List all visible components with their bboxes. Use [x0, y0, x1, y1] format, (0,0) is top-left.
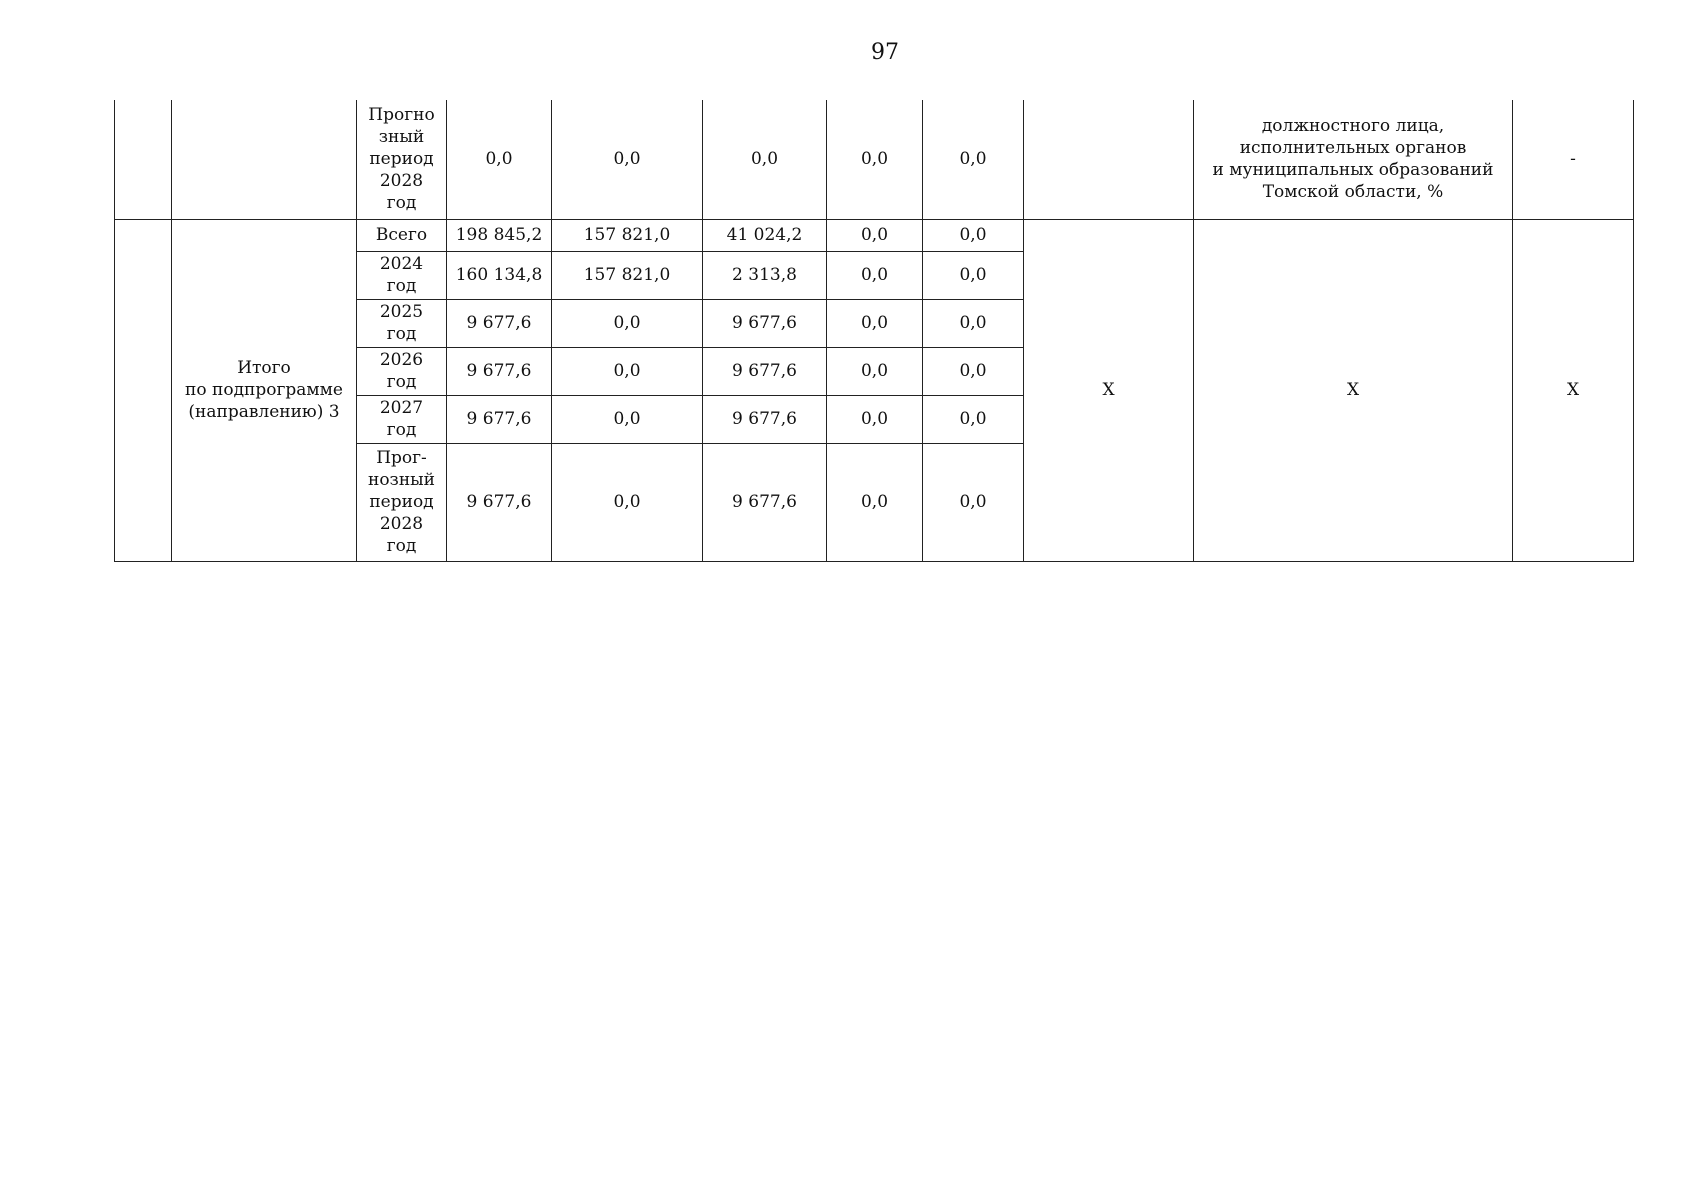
cell-total: 160 134,8 — [447, 251, 552, 299]
cell-regional: 41 024,2 — [703, 219, 827, 251]
cell-total: 198 845,2 — [447, 219, 552, 251]
cell-total: 9 677,6 — [447, 347, 552, 395]
cell-local: 0,0 — [827, 395, 923, 443]
subprogram-total-label: Итого по подпрограмме (направлению) 3 — [172, 219, 357, 561]
cell-other: 0,0 — [923, 219, 1024, 251]
cell-other: 0,0 — [923, 299, 1024, 347]
cell-regional: 0,0 — [703, 100, 827, 219]
cell-other: 0,0 — [923, 443, 1024, 561]
table-row-continuation — [115, 100, 1634, 219]
cell-local: 0,0 — [827, 100, 923, 219]
cell-local: 0,0 — [827, 251, 923, 299]
cell-period: 2026 год — [357, 347, 447, 395]
cell-executor — [1024, 100, 1194, 219]
cell-period: Всего — [357, 219, 447, 251]
table-row-total — [115, 219, 1634, 251]
cell-number — [115, 100, 172, 219]
cell-regional: 2 313,8 — [703, 251, 827, 299]
cell-local: 0,0 — [827, 443, 923, 561]
cell-federal: 0,0 — [552, 299, 703, 347]
cell-other: 0,0 — [923, 347, 1024, 395]
cell-federal: 0,0 — [552, 395, 703, 443]
cell-name — [172, 100, 357, 219]
cell-total: 9 677,6 — [447, 395, 552, 443]
cell-other: 0,0 — [923, 100, 1024, 219]
cell-federal: 157 821,0 — [552, 219, 703, 251]
cell-total: 9 677,6 — [447, 443, 552, 561]
page-number: 97 — [871, 40, 899, 65]
cell-federal: 0,0 — [552, 347, 703, 395]
budget-table — [114, 100, 1634, 562]
cell-local: 0,0 — [827, 299, 923, 347]
cell-period: 2027 год — [357, 395, 447, 443]
cell-total: 0,0 — [447, 100, 552, 219]
cell-regional: 9 677,6 — [703, 299, 827, 347]
cell-regional: 9 677,6 — [703, 395, 827, 443]
cell-other: 0,0 — [923, 395, 1024, 443]
cell-other: 0,0 — [923, 251, 1024, 299]
cell-federal: 0,0 — [552, 100, 703, 219]
x-mark-indicator: Х — [1194, 219, 1513, 561]
cell-indicator: должностного лица, исполнительных органов и муниципальных образований Томской области, % — [1194, 100, 1513, 219]
cell-period: Прогно зный период 2028 год — [357, 100, 447, 219]
cell-target: - — [1513, 100, 1634, 219]
cell-local: 0,0 — [827, 219, 923, 251]
cell-period: 2024 год — [357, 251, 447, 299]
cell-period: 2025 год — [357, 299, 447, 347]
cell-regional: 9 677,6 — [703, 443, 827, 561]
cell-regional: 9 677,6 — [703, 347, 827, 395]
x-mark-executor: Х — [1024, 219, 1194, 561]
cell-federal: 0,0 — [552, 443, 703, 561]
cell-local: 0,0 — [827, 347, 923, 395]
cell-period: Прог- нозный период 2028 год — [357, 443, 447, 561]
cell-number — [115, 219, 172, 561]
cell-federal: 157 821,0 — [552, 251, 703, 299]
x-mark-target: Х — [1513, 219, 1634, 561]
cell-total: 9 677,6 — [447, 299, 552, 347]
